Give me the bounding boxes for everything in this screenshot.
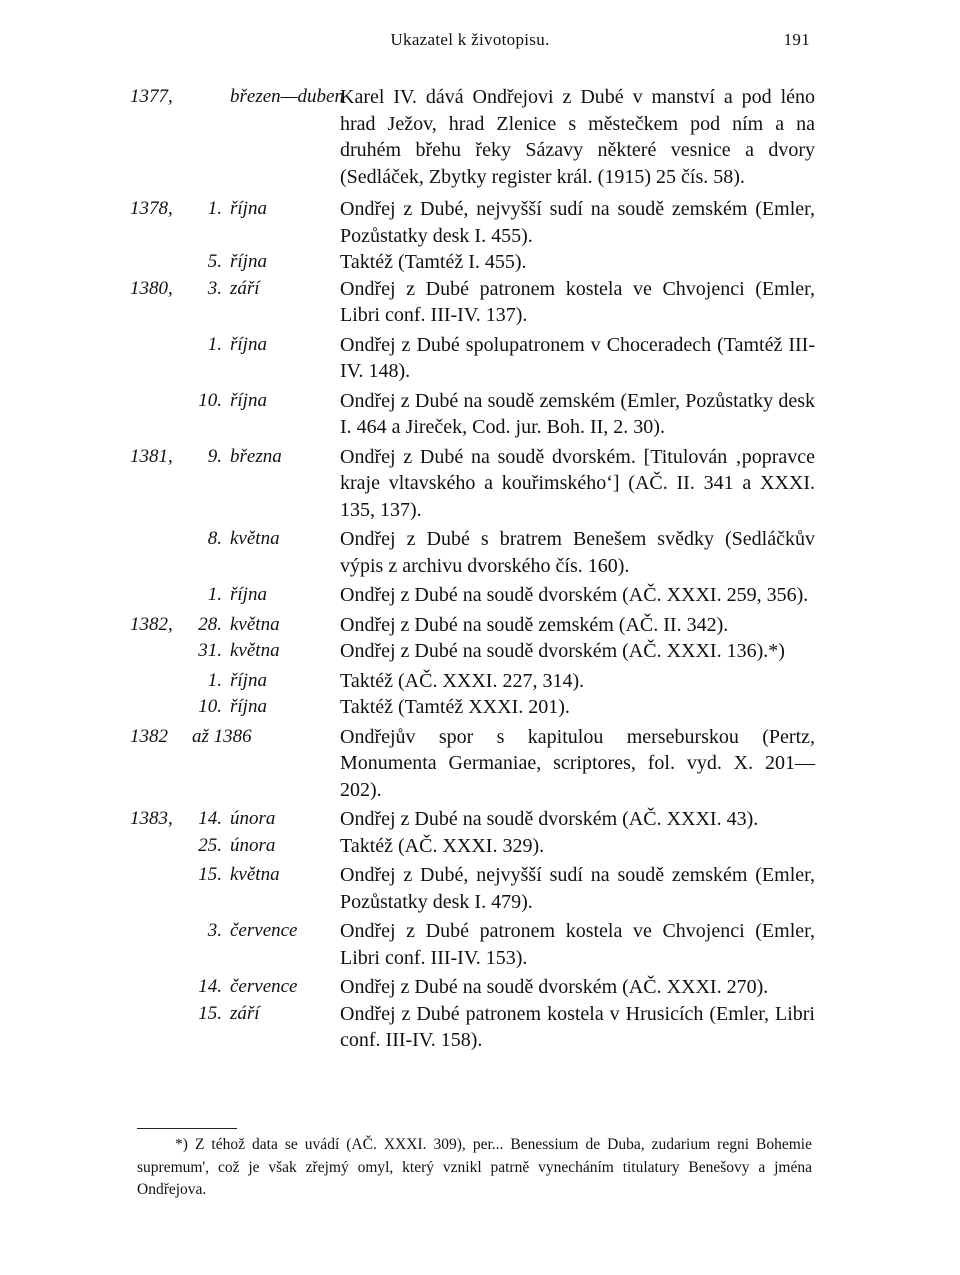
entry-date xyxy=(130,332,325,358)
chronology-entry xyxy=(130,249,815,276)
entry-day: 28. xyxy=(198,613,222,635)
entry-date xyxy=(130,249,325,275)
entry-day: 1. xyxy=(207,584,222,605)
entry-text: Ondřej z Dubé na soudě dvorském (AČ. XXXI. 43). xyxy=(340,808,759,830)
entry-day: 8. xyxy=(207,528,222,549)
entry-date xyxy=(130,806,325,832)
entry-day: 3. xyxy=(207,277,222,299)
entry-day-month xyxy=(192,332,322,358)
entry-date xyxy=(130,526,325,552)
entry-text: Ondřej z Dubé na soudě dvorském (AČ. XXXI. 270). xyxy=(340,976,769,998)
entry-day: 10. xyxy=(198,696,222,717)
footnote xyxy=(137,1134,812,1202)
entry-day-month xyxy=(192,638,322,664)
entry-day: 14. xyxy=(198,808,222,829)
entry-day-month xyxy=(192,388,322,414)
entry-day-month xyxy=(192,249,322,275)
chronology-list xyxy=(130,84,815,1054)
chronology-entry xyxy=(130,668,815,695)
chronology-entry xyxy=(130,638,815,665)
entry-date xyxy=(130,388,325,414)
entry-text: Ondřej z Dubé spolupatronem v Choceradech (Tamtéž III-IV. 148). xyxy=(340,333,815,382)
entry-month: února xyxy=(230,834,276,856)
chronology-entry xyxy=(130,388,815,441)
entry-day: 1. xyxy=(207,669,222,691)
entry-day-month xyxy=(192,196,322,222)
entry-date xyxy=(130,833,325,859)
entry-text: Ondřej z Dubé na soudě dvorském (AČ. XXXI. 136).*) xyxy=(340,640,785,662)
entry-day: 9. xyxy=(207,445,222,467)
entry-month: května xyxy=(230,864,280,885)
entry-year: 1377, xyxy=(130,86,173,107)
entry-date xyxy=(130,276,325,302)
entry-text: Ondřej z Dubé na soudě dvorském (AČ. XXXI. 259, 356). xyxy=(340,584,809,606)
entry-day-month xyxy=(192,582,322,608)
entry-day: 15. xyxy=(198,864,222,885)
entry-date xyxy=(130,724,325,750)
entry-month: května xyxy=(230,613,280,635)
entry-text: Ondřej z Dubé na soudě zemském (AČ. II. 342). xyxy=(340,613,729,636)
entry-year: 1382 xyxy=(130,725,168,747)
entry-day-month xyxy=(192,918,322,944)
entry-month: října xyxy=(230,669,267,691)
chronology-entry xyxy=(130,806,815,833)
entry-month: února xyxy=(230,808,276,829)
entry-text: Karel IV. dává Ondřejovi z Dubé v manství a pod léno hrad Ježov, hrad Zlenice s městečkem pod ním a na druhém břehu řeky Sázavy některé vesnice a dvory (Sedláček, Zbytky register král. (1915) 25 čís. 58). xyxy=(340,86,815,188)
entry-day-month xyxy=(192,974,322,1000)
entry-month: října xyxy=(230,584,267,605)
entry-month: září xyxy=(230,277,260,299)
entry-text: Taktéž (Tamtéž XXXI. 201). xyxy=(340,696,570,718)
entry-month: července xyxy=(230,976,298,997)
page-number: 191 xyxy=(783,30,810,49)
entry-month: října xyxy=(230,333,267,355)
chronology-entry xyxy=(130,1001,815,1054)
entry-day: 3. xyxy=(207,920,222,941)
chronology-entry xyxy=(130,276,815,329)
entry-text: Ondřej z Dubé na soudě dvorském. [Titulován ‚popravce kraje vltavského a kouřimského‘] (AČ. II. 341 a XXXI. 135, 137). xyxy=(340,445,815,521)
entry-date xyxy=(130,668,325,694)
running-title: Ukazatel k životopisu. xyxy=(390,30,550,49)
entry-day: 25. xyxy=(198,834,222,856)
entry-date xyxy=(130,974,325,1000)
entry-year: 1378, xyxy=(130,198,173,219)
entry-text: Ondřej z Dubé s bratrem Benešem svědky (Sedláčkův výpis z archivu dvorského čís. 160). xyxy=(340,528,815,577)
entry-month: října xyxy=(230,696,267,717)
entry-day: 5. xyxy=(207,251,222,272)
entry-day: 15. xyxy=(198,1002,222,1024)
entry-day-month xyxy=(192,276,322,302)
entry-month: březen—duben xyxy=(230,86,344,107)
chronology-entry xyxy=(130,84,815,190)
chronology-entry xyxy=(130,974,815,1001)
entry-text: Ondřej z Dubé, nejvyšší sudí na soudě zemském (Emler, Pozůstatky desk I. 455). xyxy=(340,198,815,247)
entry-month: října xyxy=(230,389,267,411)
chronology-entry xyxy=(130,862,815,915)
entry-month: října xyxy=(230,198,267,219)
entry-year: 1383, xyxy=(130,808,173,829)
entry-month: října xyxy=(230,251,267,272)
chronology-entry xyxy=(130,526,815,579)
chronology-entry xyxy=(130,582,815,609)
entry-text: Ondřej z Dubé patronem kostela ve Chvojenci (Emler, Libri conf. III-IV. 153). xyxy=(340,920,815,969)
entry-date xyxy=(130,84,344,110)
entry-month: května xyxy=(230,640,280,661)
entry-text: Ondřej z Dubé na soudě zemském (Emler, Pozůstatky desk I. 464 a Jireček, Cod. jur. Boh. II, 2. 30). xyxy=(340,389,815,438)
entry-text: Ondřejův spor s kapitulou merseburskou (Pertz, Monumenta Germaniae, scriptores, fol. vyd. X. 201—202). xyxy=(340,725,815,801)
entry-month: května xyxy=(230,528,280,549)
entry-text: Ondřej z Dubé patronem kostela v Hrusicích (Emler, Libri conf. III-IV. 158). xyxy=(340,1002,815,1051)
entry-day-month xyxy=(192,526,322,552)
entry-month: července xyxy=(230,920,298,941)
entry-date xyxy=(130,444,325,470)
entry-date xyxy=(130,196,325,222)
chronology-entry xyxy=(130,444,815,524)
entry-day-month xyxy=(192,668,322,694)
entry-date xyxy=(130,582,325,608)
entry-day: 10. xyxy=(198,389,222,411)
entry-date xyxy=(130,918,325,944)
footnote-text: *) Z téhož data se uvádí (AČ. XXXI. 309), per... Benessium de Duba, zudarium regni Bohemie supremum', což je však zřejmý omyl, který vznikl patrně vynecháním titulatury Benešovy a jména Ondřejova. xyxy=(137,1136,812,1198)
entry-day-month xyxy=(192,806,322,832)
entry-text: Taktéž (Tamtéž I. 455). xyxy=(340,251,527,273)
chronology-entry xyxy=(130,196,815,249)
entry-month: až 1386 xyxy=(192,725,252,747)
entry-date xyxy=(130,612,325,638)
entry-text: Ondřej z Dubé patronem kostela ve Chvojenci (Emler, Libri conf. III-IV. 137). xyxy=(340,277,815,326)
entry-day: 1. xyxy=(207,198,222,219)
chronology-entry xyxy=(130,833,815,860)
chronology-entry xyxy=(130,918,815,971)
footnote-divider xyxy=(137,1128,237,1129)
entry-month: března xyxy=(230,445,282,467)
entry-year: 1382, xyxy=(130,613,173,635)
entry-day: 1. xyxy=(207,333,222,355)
chronology-entry xyxy=(130,332,815,385)
entry-date xyxy=(130,862,325,888)
entry-day-month xyxy=(192,444,322,470)
entry-month: září xyxy=(230,1002,260,1024)
entry-date xyxy=(130,694,325,720)
chronology-entry xyxy=(130,612,815,639)
entry-day-month xyxy=(192,724,252,750)
running-head xyxy=(130,30,810,58)
entry-text: Ondřej z Dubé, nejvyšší sudí na soudě zemském (Emler, Pozůstatky desk I. 479). xyxy=(340,864,815,913)
chronology-entry xyxy=(130,724,815,804)
chronology-entry xyxy=(130,694,815,721)
entry-day-month xyxy=(192,84,344,110)
entry-day: 14. xyxy=(198,976,222,997)
entry-day-month xyxy=(192,1001,322,1027)
entry-day: 31. xyxy=(198,640,222,661)
entry-text: Taktéž (AČ. XXXI. 227, 314). xyxy=(340,669,585,692)
entry-day-month xyxy=(192,612,322,638)
entry-year: 1380, xyxy=(130,277,173,299)
entry-text: Taktéž (AČ. XXXI. 329). xyxy=(340,834,545,857)
entry-day-month xyxy=(192,862,322,888)
entry-day-month xyxy=(192,694,322,720)
entry-date xyxy=(130,638,325,664)
entry-date xyxy=(130,1001,325,1027)
entry-year: 1381, xyxy=(130,445,173,467)
entry-day-month xyxy=(192,833,322,859)
